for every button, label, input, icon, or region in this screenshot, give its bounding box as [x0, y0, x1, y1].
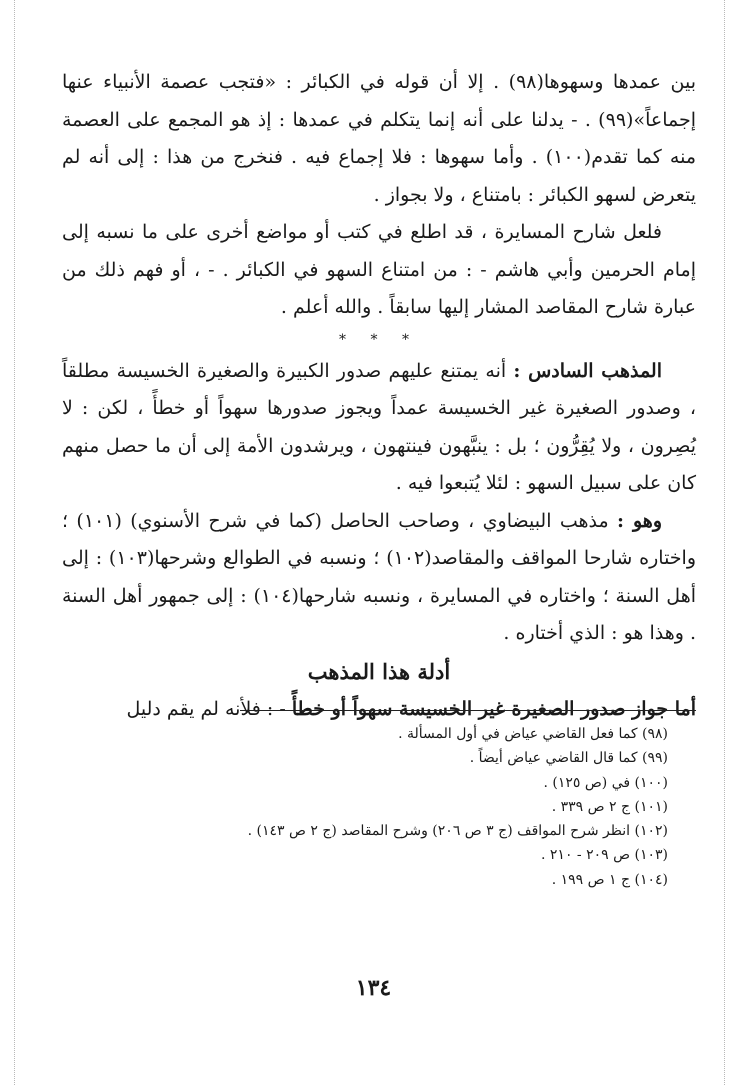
section-separator: * * * — [339, 331, 419, 348]
paragraph-proponents — [62, 503, 696, 653]
section-heading: أدلة هذا المذهب — [307, 658, 451, 684]
right-margin-dotted-line — [724, 0, 725, 1085]
paragraph-1: بين عمدها وسهوها(٩٨) . إلا أن قوله في الكبائر : «فتجب عصمة الأنبياء عنها إجماعاً»(٩٩) . - يدلنا على أنه إنما يتكلم في عمدها : إذ هو المجمع على العصمة منه كما تقدم(١٠٠) . وأما سهوها : فلا إجماع فيه . فنخرج من هذا : إلى أنه لم يتعرض لسهو الكبائر : بامتناع ، ولا بجواز . — [62, 71, 696, 206]
footnote-100: (١٠٠) في (ص ١٢٥) . — [543, 774, 668, 791]
evidence-text: - : فلأنه لم يقم دليل — [126, 697, 292, 720]
proponents-text: مذهب البيضاوي ، وصاحب الحاصل (كما في شرح الأسنوي) (١٠١) ؛ واختاره شارحا المواقف والمقاصد(١٠٢) ؛ ونسبه في الطوالع وشرحها(١٠٣) : إلى أهل السنة ؛ واختاره في المسايرة ، ونسبه شارحها(١٠٤) : إلى جمهور أهل السنة . وهذا هو : الذي أختاره . — [62, 509, 696, 644]
footnote-103: (١٠٣) ص ٢٠٩ - ٢١٠ . — [541, 847, 668, 864]
footnote-divider — [240, 710, 696, 711]
footnote-102: (١٠٢) انظر شرح المواقف (ج ٣ ص ٢٠٦) وشرح المقاصد (ج ٢ ص ١٤٣) . — [247, 823, 668, 840]
sixth-doctrine-lead: المذهب السادس : — [513, 359, 662, 382]
page-number: ١٣٤ — [355, 975, 392, 1001]
proponents-lead: وهو : — [617, 509, 663, 532]
paragraph-2: فلعل شارح المسايرة ، قد اطلع في كتب أو مواضع أخرى على ما نسبه إلى إمام الحرمين وأبي هاشم - : من امتناع السهو في الكبائر . - ، أو فهم ذلك من عبارة شارح المقاصد المشار إليها سابقاً . والله أعلم . — [62, 221, 696, 318]
footnote-101: (١٠١) ج ٢ ص ٣٣٩ . — [551, 798, 668, 815]
evidence-lead: أما جواز صدور الصغيرة غير الخسيسة سهواً أو خطأً — [291, 697, 696, 720]
footnote-98: (٩٨) كما فعل القاضي عياض في أول المسألة . — [398, 726, 668, 742]
footnote-99: (٩٩) كما قال القاضي عياض أيضاً . — [469, 750, 668, 767]
left-margin-dotted-line — [14, 0, 15, 1085]
sixth-doctrine-text: أنه يمتنع عليهم صدور الكبيرة والصغيرة الخسيسة مطلقاً ، وصدور الصغيرة غير الخسيسة عمداً ويجوز صدورها سهواً أو خطأً ، لكن : لا يُصِرون ، ولا يُقِرُّون ؛ بل : ينبَّهون فينتهون ، ويرشدون الأمة إلى أن ما حصل منهم كان على سبيل السهو : لئلا يُتبعوا فيه . — [62, 359, 696, 494]
footnotes — [100, 722, 668, 892]
main-text — [62, 64, 696, 728]
paragraph-sixth-doctrine — [62, 353, 696, 503]
footnote-104: (١٠٤) ج ١ ص ١٩٩ . — [551, 871, 668, 888]
